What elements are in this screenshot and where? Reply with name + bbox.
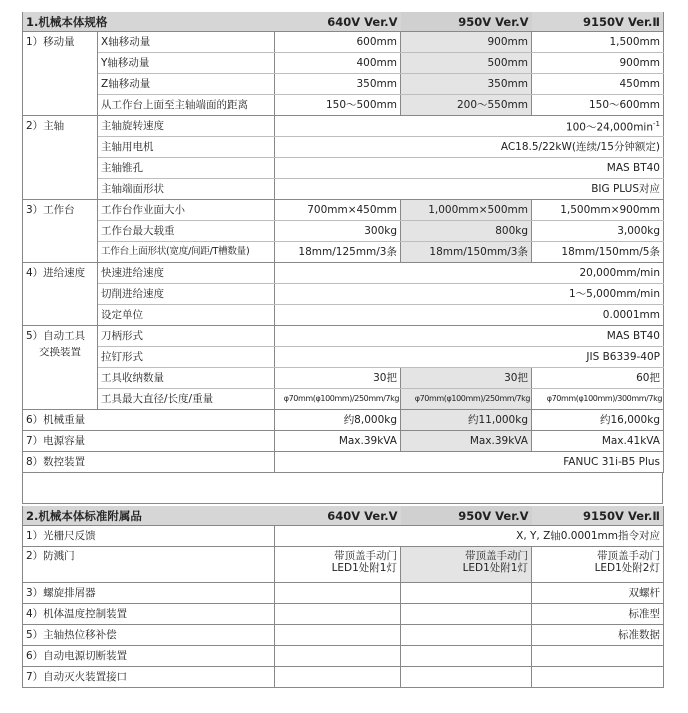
category-label: 2）主轴 [23, 116, 98, 137]
table-row [23, 431, 664, 452]
value-cell: 30把 [401, 368, 532, 389]
item-label: 工作台上面形状(宽度/间距/T槽数量) [98, 242, 275, 263]
empty-cell [275, 646, 401, 667]
item-label: 工作台作业面大小 [98, 200, 275, 221]
value-cell [532, 547, 664, 583]
value-cell: 450mm [532, 74, 664, 95]
value-cell: AC18.5/22kW(连续/15分钟额定) [275, 137, 664, 158]
value-cell: 1,500mm×900mm [532, 200, 664, 221]
value-cell: 约16,000kg [532, 410, 664, 431]
speed-unit-exponent: -1 [653, 120, 660, 129]
accessory-label: 5）主轴热位移补偿 [23, 625, 275, 646]
table-row [23, 158, 664, 179]
item-label: Z轴移动量 [98, 74, 275, 95]
table-row [23, 368, 664, 389]
table-row [23, 347, 664, 368]
value-cell: 60把 [532, 368, 664, 389]
value-cell: MAS BT40 [275, 326, 664, 347]
item-label: 主轴用电机 [98, 137, 275, 158]
table-row [23, 32, 664, 53]
value-cell: 标准数据 [532, 625, 664, 646]
category-label: 8）数控装置 [23, 452, 275, 473]
item-label: 快速进给速度 [98, 263, 275, 284]
value-cell: 18mm/125mm/3条 [275, 242, 401, 263]
value-cell: 400mm [275, 53, 401, 74]
item-label: 主轴旋转速度 [98, 116, 275, 137]
value-cell: 30把 [275, 368, 401, 389]
item-label: 工作台最大载重 [98, 221, 275, 242]
value-cell: MAS BT40 [275, 158, 664, 179]
value-cell: 1,000mm×500mm [401, 200, 532, 221]
table-row [23, 326, 664, 347]
table-row [23, 200, 664, 221]
value-cell: 约11,000kg [401, 410, 532, 431]
item-label: 主轴锥孔 [98, 158, 275, 179]
value-cell: 350mm [401, 74, 532, 95]
table-row [23, 526, 664, 547]
empty-cell [275, 625, 401, 646]
door-line2: LED1处附2灯 [594, 562, 660, 574]
value-cell: 200～550mm [401, 95, 532, 116]
accessories-header-row [23, 506, 664, 526]
empty-cell [401, 667, 532, 688]
value-cell [401, 547, 532, 583]
blank-spacer-row [22, 473, 663, 504]
value-cell: 500mm [401, 53, 532, 74]
empty-cell [401, 625, 532, 646]
table-row [23, 137, 664, 158]
value-cell: 1,500mm [532, 32, 664, 53]
section-title: 1.机械本体规格 [23, 12, 275, 32]
item-label: 刀柄形式 [98, 326, 275, 347]
spec-header-row [23, 12, 664, 32]
table-row [23, 95, 664, 116]
value-cell: 约8,000kg [275, 410, 401, 431]
value-cell: FANUC 31i-B5 Plus [275, 452, 664, 473]
table-row [23, 389, 664, 410]
value-cell: 双螺杆 [532, 583, 664, 604]
value-cell [275, 547, 401, 583]
accessory-label: 1）光栅尺反馈 [23, 526, 275, 547]
table-row [23, 179, 664, 200]
door-line2: LED1处附1灯 [331, 562, 397, 574]
empty-cell [401, 646, 532, 667]
table-row [23, 667, 664, 688]
table-row [23, 53, 664, 74]
table-row [23, 583, 664, 604]
door-line1: 带顶盖手动门 [334, 550, 397, 562]
item-label: 工具最大直径/长度/重量 [98, 389, 275, 410]
value-cell: φ70mm(φ100mm)/300mm/7kg [532, 389, 664, 410]
value-cell: 18mm/150mm/3条 [401, 242, 532, 263]
item-label: Y轴移动量 [98, 53, 275, 74]
value-cell: 350mm [275, 74, 401, 95]
value-cell: Max.39kVA [275, 431, 401, 452]
col-header-950v: 950V Ver.Ⅴ [401, 12, 532, 32]
col-header-950v: 950V Ver.Ⅴ [401, 506, 532, 526]
value-cell: BIG PLUS对应 [275, 179, 664, 200]
empty-cell [532, 646, 664, 667]
value-cell: JIS B6339-40P [275, 347, 664, 368]
empty-cell [275, 667, 401, 688]
table-row [23, 547, 664, 583]
empty-cell [275, 604, 401, 625]
value-cell: 150～500mm [275, 95, 401, 116]
value-cell: 600mm [275, 32, 401, 53]
value-cell: φ70mm(φ100mm)/250mm/7kg [275, 389, 401, 410]
spindle-speed-value: 100～24,000min [565, 121, 654, 134]
table-row [23, 263, 664, 284]
category-label: 4）进给速度 [23, 263, 98, 284]
item-label: 从工作台上面至主轴端面的距离 [98, 95, 275, 116]
item-label: X轴移动量 [98, 32, 275, 53]
value-cell: 900mm [532, 53, 664, 74]
empty-cell [532, 667, 664, 688]
value-cell: 20,000mm/min [275, 263, 664, 284]
value-cell: Max.39kVA [401, 431, 532, 452]
machine-spec-table [22, 12, 664, 473]
category-label: 5）自动工具 [23, 326, 98, 347]
value-cell: 300kg [275, 221, 401, 242]
value-cell: 700mm×450mm [275, 200, 401, 221]
empty-cell [401, 583, 532, 604]
table-row [23, 625, 664, 646]
col-header-640v: 640V Ver.Ⅴ [275, 12, 401, 32]
category-label: 7）电源容量 [23, 431, 275, 452]
accessory-label: 6）自动电源切断装置 [23, 646, 275, 667]
value-cell: 800kg [401, 221, 532, 242]
table-row [23, 242, 664, 263]
accessory-label: 3）螺旋排屑器 [23, 583, 275, 604]
value-cell [275, 116, 664, 137]
door-line1: 带顶盖手动门 [597, 550, 660, 562]
accessory-label: 2）防溅门 [23, 547, 275, 583]
empty-cell [275, 583, 401, 604]
category-label: 6）机械重量 [23, 410, 275, 431]
category-label: 3）工作台 [23, 200, 98, 221]
door-line1: 带顶盖手动门 [465, 550, 528, 562]
door-line2: LED1处附1灯 [462, 562, 528, 574]
item-label: 工具收纳数量 [98, 368, 275, 389]
item-label: 主轴端面形状 [98, 179, 275, 200]
table-row [23, 646, 664, 667]
value-cell: 3,000kg [532, 221, 664, 242]
table-row [23, 604, 664, 625]
table-row [23, 305, 664, 326]
standard-accessories-table [22, 506, 664, 688]
item-label: 设定单位 [98, 305, 275, 326]
value-cell: Max.41kVA [532, 431, 664, 452]
table-row [23, 116, 664, 137]
value-cell: 0.0001mm [275, 305, 664, 326]
value-cell: 标准型 [532, 604, 664, 625]
empty-cell [401, 604, 532, 625]
table-row [23, 410, 664, 431]
value-cell: φ70mm(φ100mm)/250mm/7kg [401, 389, 532, 410]
table-row [23, 221, 664, 242]
value-cell: 1～5,000mm/min [275, 284, 664, 305]
item-label: 切削进给速度 [98, 284, 275, 305]
value-cell: 900mm [401, 32, 532, 53]
col-header-9150v: 9150V Ver.Ⅱ [532, 506, 664, 526]
item-label: 拉钉形式 [98, 347, 275, 368]
col-header-640v: 640V Ver.Ⅴ [275, 506, 401, 526]
table-row [23, 284, 664, 305]
accessory-label: 4）机体温度控制装置 [23, 604, 275, 625]
section-title: 2.机械本体标准附属品 [23, 506, 275, 526]
value-cell: 150～600mm [532, 95, 664, 116]
table-row [23, 452, 664, 473]
col-header-9150v: 9150V Ver.Ⅱ [532, 12, 664, 32]
category-label: 1）移动量 [23, 32, 98, 53]
category-label-line2: 交换装置 [23, 347, 98, 368]
accessory-label: 7）自动灭火装置接口 [23, 667, 275, 688]
value-cell: X, Y, Z轴0.0001mm指令对应 [275, 526, 664, 547]
table-row [23, 74, 664, 95]
value-cell: 18mm/150mm/5条 [532, 242, 664, 263]
